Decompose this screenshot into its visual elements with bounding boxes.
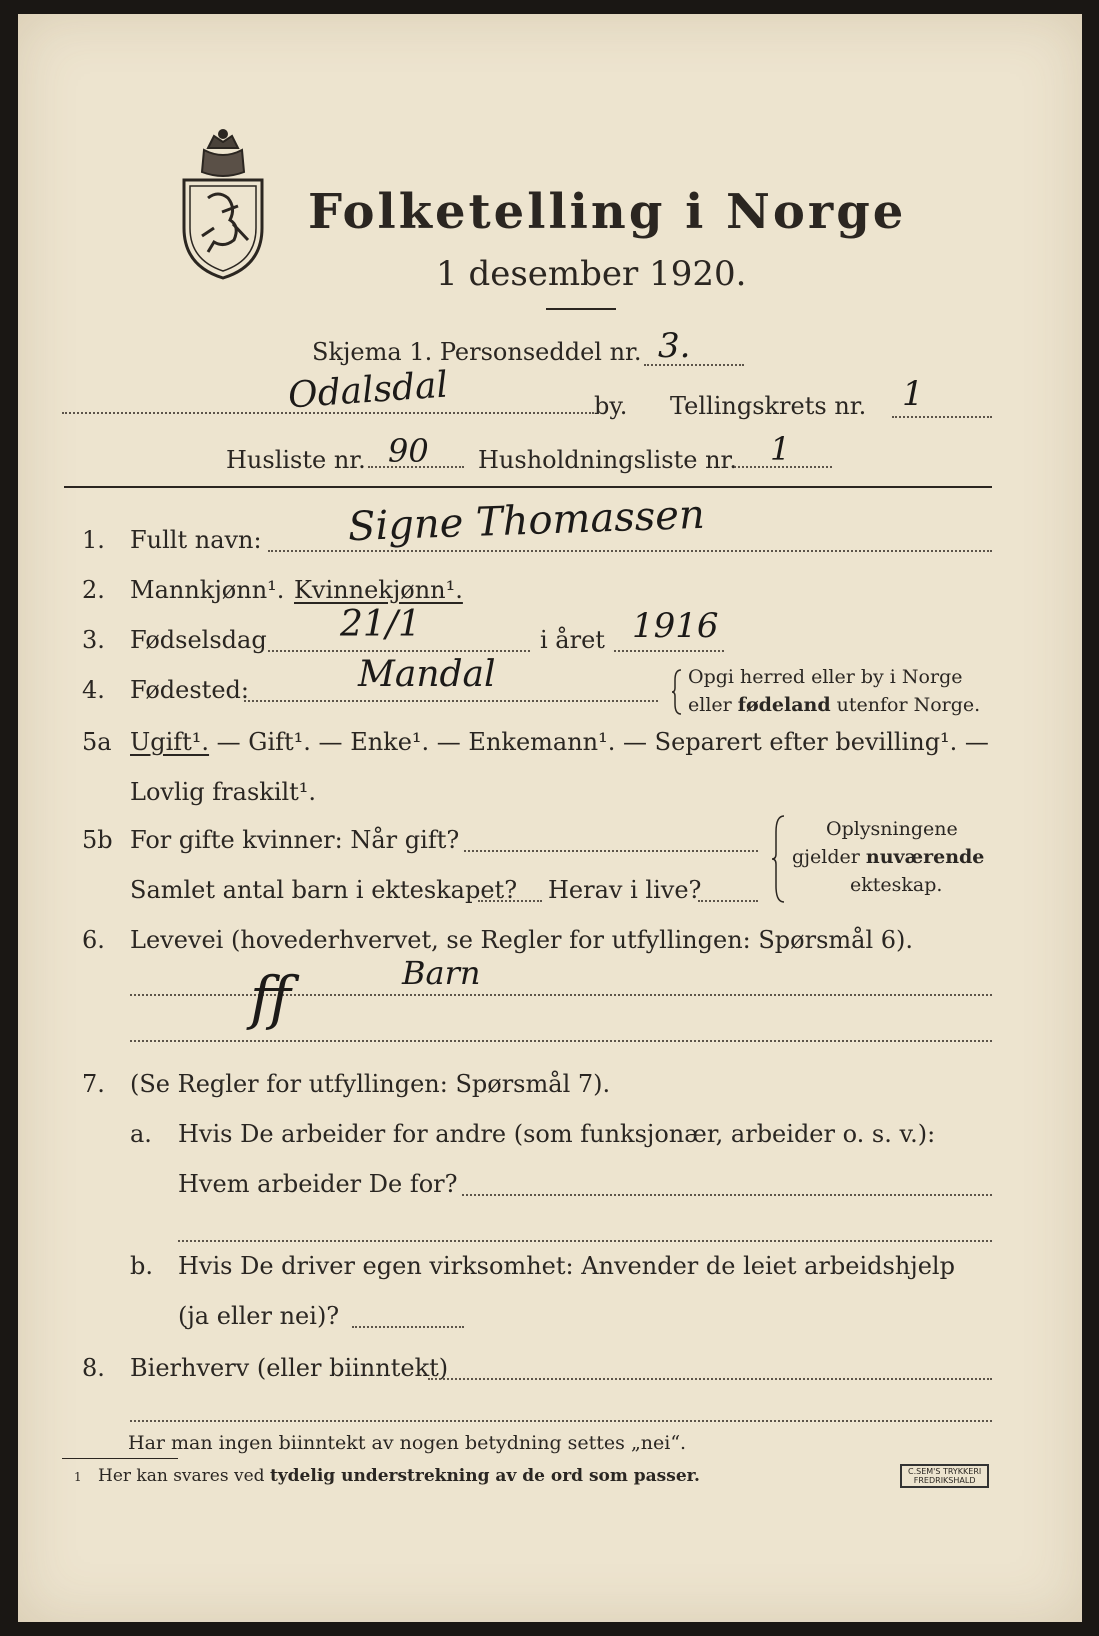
q1-label: Fullt navn: bbox=[130, 526, 262, 554]
q5a-fraskilt-option[interactable]: Lovlig fraskilt¹. bbox=[130, 778, 317, 806]
footnote-text: Her kan svares ved tydelig understrekning av de ord som passer. bbox=[98, 1466, 700, 1486]
footnote-mark: 1 bbox=[74, 1470, 82, 1484]
q7a-letter: a. bbox=[130, 1120, 152, 1148]
q5b-brace-icon bbox=[772, 814, 786, 904]
form-title: Folketelling i Norge bbox=[308, 184, 907, 240]
q3-field-line bbox=[268, 650, 530, 652]
q5a-options bbox=[130, 728, 989, 756]
q5a-other-options[interactable]: — Gift¹. — Enke¹. — Enkemann¹. — Separert efter bevilling¹. — bbox=[209, 728, 989, 756]
q5a-ugift-option[interactable]: Ugift¹. bbox=[130, 728, 210, 756]
husliste-nr-value[interactable]: 90 bbox=[388, 432, 429, 470]
q7b-yes-no-field[interactable] bbox=[352, 1326, 464, 1328]
q3-label: Fødselsdag bbox=[130, 626, 267, 654]
by-label: by. bbox=[594, 392, 628, 420]
q7-number: 7. bbox=[82, 1070, 105, 1098]
q5b-married-when-label: For gifte kvinner: Når gift? bbox=[130, 826, 460, 854]
q5b-number: 5b bbox=[82, 826, 113, 854]
q3-number: 3. bbox=[82, 626, 105, 654]
husholdning-nr-value[interactable]: 1 bbox=[770, 430, 791, 468]
q4-field-line bbox=[244, 700, 658, 702]
census-form-page bbox=[18, 14, 1082, 1622]
q1-field-line bbox=[268, 550, 992, 552]
q3-birthday-value[interactable]: 21/1 bbox=[340, 604, 421, 645]
q5b-alive-field[interactable] bbox=[698, 900, 758, 902]
q4-number: 4. bbox=[82, 676, 105, 704]
q3-year-value[interactable]: 1916 bbox=[632, 606, 719, 646]
by-value[interactable]: Odalsdal bbox=[286, 364, 450, 417]
q5b-note-line1: Oplysningene bbox=[826, 818, 958, 840]
q2-female-option[interactable]: Kvinnekjønn¹. bbox=[294, 576, 463, 604]
q7b-yes-no-label: (ja eller nei)? bbox=[178, 1302, 340, 1330]
q1-number: 1. bbox=[82, 526, 105, 554]
q6-occupation-value[interactable]: Barn bbox=[402, 954, 481, 992]
q2-number: 2. bbox=[82, 576, 105, 604]
footer-note: Har man ingen biinntekt av nogen betydning settes „nei“. bbox=[128, 1432, 687, 1454]
q7a-employer-field[interactable] bbox=[462, 1194, 992, 1196]
q5b-note-line2: gjelder nuværende bbox=[792, 846, 985, 868]
q4-birthplace-value[interactable]: Mandal bbox=[358, 654, 496, 695]
husholdning-label: Husholdningsliste nr. bbox=[478, 446, 737, 474]
title-divider bbox=[546, 308, 616, 310]
skjema-label: Skjema 1. Personseddel nr. bbox=[312, 338, 642, 366]
q7b-letter: b. bbox=[130, 1252, 153, 1280]
q5b-children-label: Samlet antal barn i ekteskapet? bbox=[130, 876, 518, 904]
q7-label: (Se Regler for utfyllingen: Spørsmål 7). bbox=[130, 1070, 611, 1098]
q6-field-line-2 bbox=[130, 1040, 992, 1042]
q5b-alive-label: Herav i live? bbox=[548, 876, 702, 904]
footnote-rule bbox=[62, 1458, 178, 1459]
q5b-children-field[interactable] bbox=[478, 900, 542, 902]
tellingskrets-label: Tellingskrets nr. bbox=[670, 392, 867, 420]
q1-full-name-value[interactable]: Signe Thomassen bbox=[347, 491, 706, 551]
q3-year-field-line bbox=[614, 650, 724, 652]
q7a-employer-field-2[interactable] bbox=[178, 1240, 992, 1242]
header-rule bbox=[64, 486, 992, 488]
q6-number: 6. bbox=[82, 926, 105, 954]
q4-brace-icon bbox=[672, 668, 684, 716]
tellingskrets-field-line bbox=[892, 416, 992, 418]
tellingskrets-nr-value[interactable]: 1 bbox=[902, 374, 924, 414]
q4-label: Fødested: bbox=[130, 676, 249, 704]
q6-label: Levevei (hovederhvervet, se Regler for utfyllingen: Spørsmål 6). bbox=[130, 926, 914, 954]
husliste-label: Husliste nr. bbox=[226, 446, 366, 474]
q3-year-label: i året bbox=[540, 626, 605, 654]
q2-male-option[interactable]: Mannkjønn¹. bbox=[130, 576, 285, 604]
printer-stamp: C.SEM'S TRYKKERI FREDRIKSHALD bbox=[900, 1464, 989, 1488]
q7a-employer-label: Hvem arbeider De for? bbox=[178, 1170, 458, 1198]
q8-label: Bierhverv (eller biinntekt) bbox=[130, 1354, 449, 1382]
q5b-note-line3: ekteskap. bbox=[850, 874, 943, 896]
q8-number: 8. bbox=[82, 1354, 105, 1382]
q5a-number: 5a bbox=[82, 728, 112, 756]
q4-note-line2: eller fødeland utenfor Norge. bbox=[688, 694, 981, 716]
q5b-married-when-field[interactable] bbox=[464, 850, 758, 852]
q7b-text: Hvis De driver egen virksomhet: Anvender de leiet arbeidshjelp bbox=[178, 1252, 955, 1280]
q6-value-prefix[interactable]: ff bbox=[250, 964, 292, 1032]
q7a-text: Hvis De arbeider for andre (som funksjonær, arbeider o. s. v.): bbox=[178, 1120, 936, 1148]
personseddel-nr-value[interactable]: 3. bbox=[658, 326, 691, 366]
q8-field-line-2[interactable] bbox=[130, 1420, 992, 1422]
q4-note-line1: Opgi herred eller by i Norge bbox=[688, 666, 963, 688]
coat-of-arms-icon bbox=[178, 128, 268, 288]
form-date: 1 desember 1920. bbox=[436, 254, 747, 294]
q8-field-line-1[interactable] bbox=[428, 1378, 992, 1380]
